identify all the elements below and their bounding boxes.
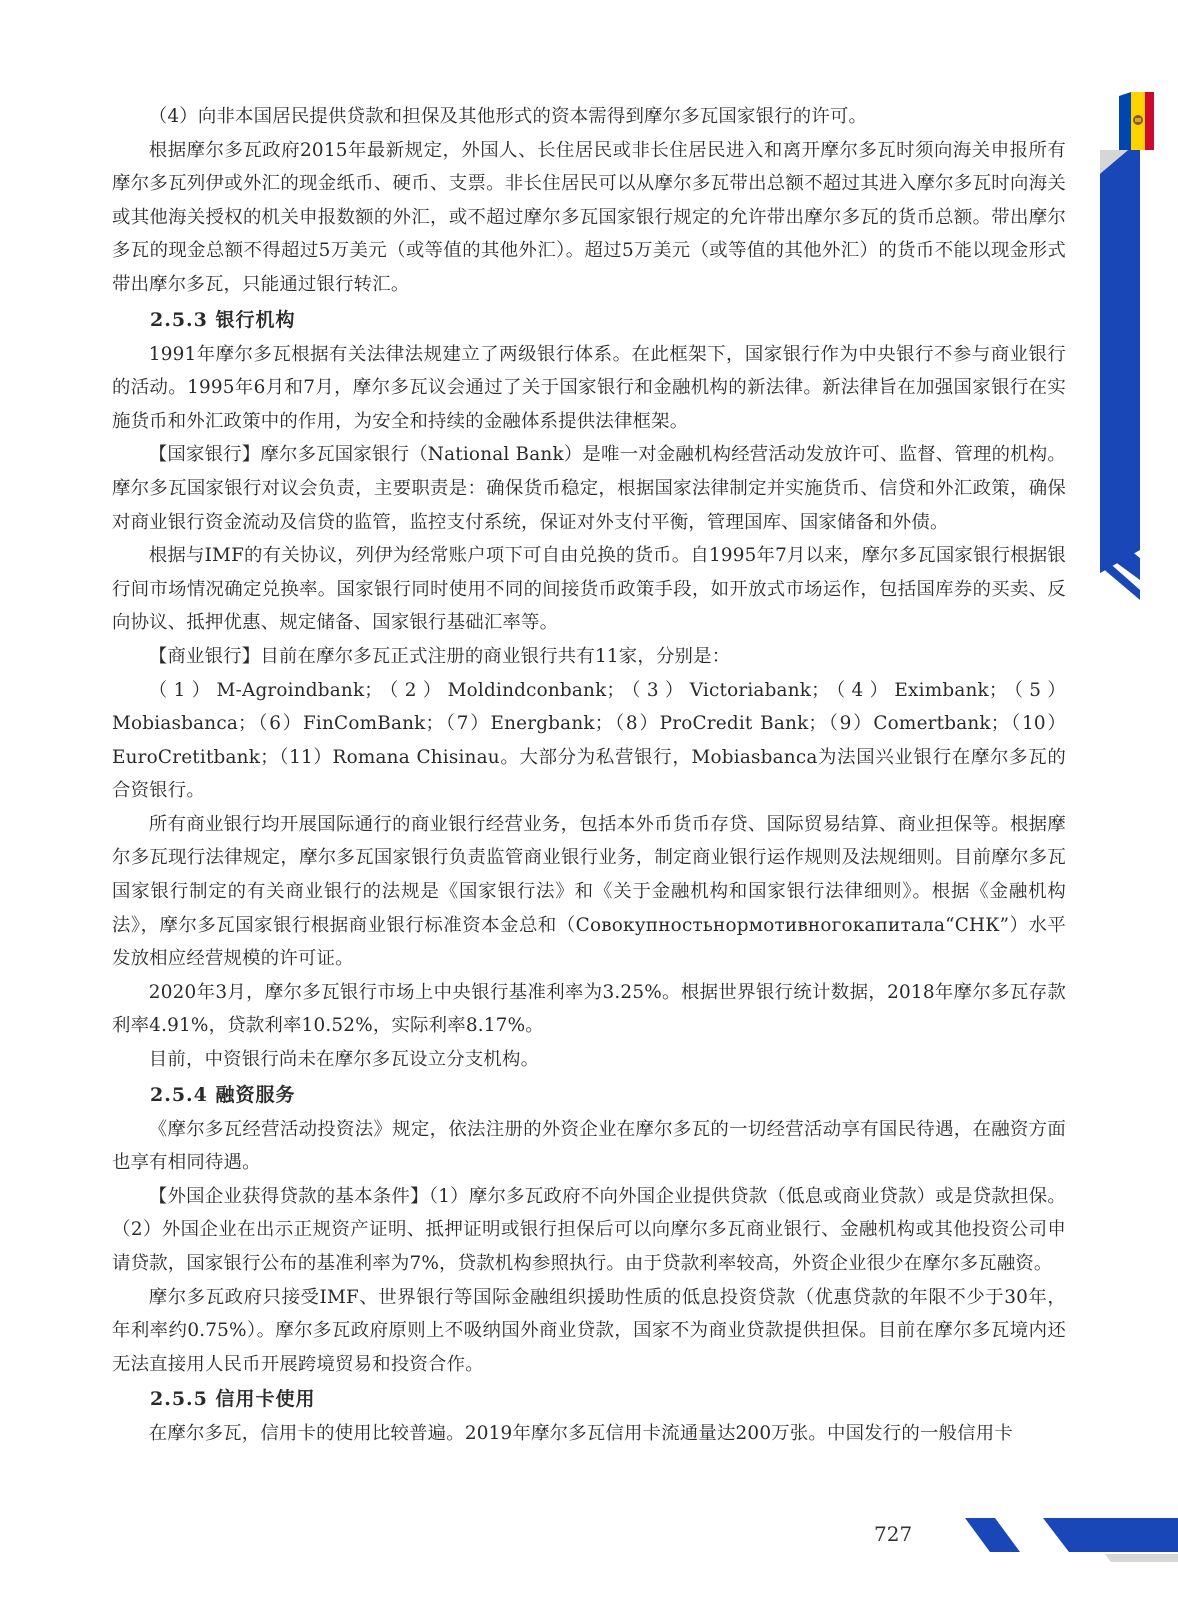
paragraph-commercial-banks: 【商业银行】目前在摩尔多瓦正式注册的商业银行共有11家，分别是：	[148, 645, 731, 667]
paragraph-investment-law: 《摩尔多瓦经营活动投资法》规定，依法注册的外资企业在摩尔多瓦的一切经营活动享有国民待遇，在融资方面也享有相同待遇。	[112, 1118, 1066, 1174]
page-number: 727	[874, 1522, 913, 1546]
paragraph-currency-declaration: 根据摩尔多瓦政府2015年最新规定，外国人、长住居民或非长住居民进入和离开摩尔多瓦时须向海关申报所有摩尔多瓦列伊或外汇的现金纸币、硬币、支票。非长住居民可以从摩尔多瓦带出总额不超过其进入摩尔多瓦时向海关或其他海关授权的机关申报数额的外汇，或不超过摩尔多瓦国家银行规定的允许带出摩尔多瓦的货币总额。带出摩尔多瓦的现金总额不得超过5万美元（或等值的其他外汇）。超过5万美元（或等值的其他外汇）的货币不能以现金形式带出摩尔多瓦，只能通过银行转汇。	[112, 139, 1066, 295]
paragraph-imf-loans: 摩尔多瓦政府只接受IMF、世界银行等国际金融组织援助性质的低息投资贷款（优惠贷款的年限不少于30年，年利率约0.75%）。摩尔多瓦政府原则上不吸纳国外商业贷款，国家不为商业贷款提供担保。目前在摩尔多瓦境内还无法直接用人民币开展跨境贸易和投资合作。	[112, 1286, 1066, 1375]
paragraph-credit-cards: 在摩尔多瓦，信用卡的使用比较普遍。2019年摩尔多瓦信用卡流通量达200万张。中国发行的一般信用卡	[148, 1423, 1013, 1445]
paragraph-banking-system: 1991年摩尔多瓦根据有关法律法规建立了两级银行体系。在此框架下，国家银行作为中央银行不参与商业银行的活动。1995年6月和7月，摩尔多瓦议会通过了关于国家银行和金融机构的新法律。新法律旨在加强国家银行在实施货币和外汇政策中的作用，为安全和持续的金融体系提供法律框架。	[112, 343, 1066, 432]
document-body	[112, 100, 1066, 1451]
paragraph-national-bank: 【国家银行】摩尔多瓦国家银行（National Bank）是唯一对金融机构经营活动发放许可、监督、管理的机构。摩尔多瓦国家银行对议会负责，主要职责是：确保货币稳定，根据国家法律制定并实施货币、信贷和外汇政策，确保对商业银行资金流动及信贷的监管，监控支付系统，保证对外支付平衡，管理国库、国家储备和外债。	[112, 444, 1066, 533]
side-decoration	[1100, 150, 1140, 610]
paragraph-chinese-banks: 目前，中资银行尚未在摩尔多瓦设立分支机构。	[148, 1049, 540, 1071]
paragraph-bank-list: （1）M-Agroindbank；（2）Moldindconbank；（3）Victoriabank；（4）Eximbank；（5）Mobiasbanca；（6）FinComBank；（7）Energbank；（8）ProCredit Bank；（9）Comertbank；（10）EuroCretitbank；（11）Romana Chisinau。大部分为私营银行，Mobiasbanca为法国兴业银行在摩尔多瓦的合资银行。	[112, 679, 1066, 802]
paragraph-loan-conditions: 【外国企业获得贷款的基本条件】（1）摩尔多瓦政府不向外国企业提供贷款（低息或商业贷款）或是贷款担保。（2）外国企业在出示正规资产证明、抵押证明或银行担保后可以向摩尔多瓦商业银行、金融机构或其他投资公司申请贷款，国家银行公布的基准利率为7%，贷款机构参照执行。由于贷款利率较高，外资企业很少在摩尔多瓦融资。	[112, 1185, 1066, 1274]
moldova-flag-icon	[1116, 92, 1162, 154]
paragraph-exchange-rate: 根据与IMF的有关协议，列伊为经常账户项下可自由兑换的货币。自1995年7月以来，摩尔多瓦国家银行根据银行间市场情况确定兑换率。国家银行同时使用不同的间接货币政策手段，如开放式市场运作，包括国库券的买卖、反向协议、抵押优惠、规定储备、国家银行基础汇率等。	[112, 545, 1066, 634]
paragraph-bank-regulation: 所有商业银行均开展国际通行的商业银行经营业务，包括本外币货币存贷、国际贸易结算、商业担保等。根据摩尔多瓦现行法律规定，摩尔多瓦国家银行负责监管商业银行业务，制定商业银行运作规则及法规细则。目前摩尔多瓦国家银行制定的有关商业银行的法规是《国家银行法》和《关于金融机构和国家银行法律细则》。根据《金融机构法》，摩尔多瓦国家银行根据商业银行标准资本金总和（Совокупностьнормотивногокапитала“СНК”）水平发放相应经营规模的许可证。	[112, 813, 1066, 970]
section-heading-financing: 2.5.4 融资服务	[150, 1083, 296, 1106]
section-heading-banking: 2.5.3 银行机构	[150, 308, 296, 331]
footer-decoration	[965, 1518, 1178, 1578]
paragraph-capital-loans: （4）向非本国居民提供贷款和担保及其他形式的资本需得到摩尔多瓦国家银行的许可。	[148, 106, 868, 127]
section-heading-credit-cards: 2.5.5 信用卡使用	[150, 1388, 316, 1411]
paragraph-interest-rates: 2020年3月，摩尔多瓦银行市场上中央银行基准利率为3.25%。根据世界银行统计数据，2018年摩尔多瓦存款利率4.91%，贷款利率10.52%，实际利率8.17%。	[112, 981, 1066, 1037]
